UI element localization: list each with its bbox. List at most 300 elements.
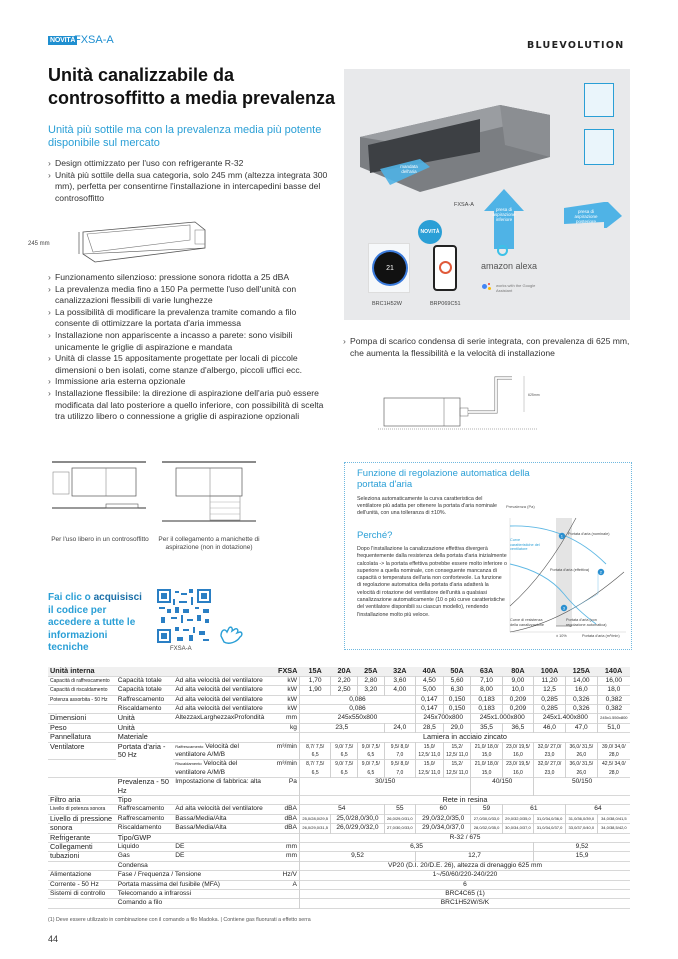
- alexa-ring-icon: [497, 245, 508, 256]
- table-cell: 15,0/ 12,5/ 11,0: [416, 760, 444, 778]
- table-cell: 15,9: [534, 852, 630, 861]
- table-cell: dBA: [284, 814, 297, 822]
- table-cell: Unità: [117, 722, 135, 732]
- table-cell: 6: [299, 880, 630, 889]
- table-row-pipe-liquid: [48, 843, 630, 852]
- table-cell: kg: [289, 723, 297, 731]
- feature-item: › Unità di classe 15 appositamente progettate per locali di piccole dimensioni o ben isolati, come stanze d'albergo, piccoli uffici ecc.: [48, 353, 333, 376]
- table-cell: 5,60: [443, 676, 471, 685]
- table-cell: 28,0/32,0/35,0: [471, 824, 502, 833]
- table-cell: 9,00: [502, 676, 533, 685]
- table-cell: Bassa/Media/Alta: [175, 814, 227, 822]
- table-cell: 10,0: [502, 686, 533, 695]
- table-cell: 31,0/34,0/36,0: [534, 814, 566, 823]
- table-cell: 8,7/ 7,5/ 6,5: [299, 760, 330, 778]
- table-cell: 15A: [299, 667, 330, 676]
- table-cell: 25,0/28,0/29,5: [299, 814, 330, 823]
- table-cell: 0,147: [416, 704, 444, 713]
- table-cell: 8,00: [471, 686, 502, 695]
- table-row-cooling-capacity: [48, 676, 630, 685]
- table-cell: 29,0: [443, 723, 471, 732]
- table-cell: [269, 833, 300, 842]
- table-cell: Peso: [50, 722, 67, 732]
- product-hero-panel: [344, 69, 630, 320]
- table-row-power-heating: [48, 704, 630, 713]
- table-row-dimensions: [48, 714, 630, 723]
- table-cell: 125A: [565, 667, 597, 676]
- table-cell: AltezzaxLarghezzaxProfondità: [175, 714, 265, 722]
- table-cell: [48, 760, 116, 778]
- table-cell: 0,086: [299, 704, 415, 713]
- table-row-fan-cooling: [48, 742, 630, 760]
- table-cell: 33,0/37,0/40,0: [565, 824, 597, 833]
- table-cell: 245x1.550x800: [597, 714, 630, 723]
- why-heading: Perché?: [357, 530, 393, 541]
- table-cell: [269, 861, 300, 870]
- table-cell: m³/min: [276, 760, 297, 768]
- table-cell: 31,0/34,0/37,0: [534, 824, 566, 833]
- table-cell: 36,5: [502, 723, 533, 732]
- table-cell: kW: [287, 686, 297, 694]
- thermostat-display: 21: [374, 252, 406, 284]
- table-cell: 23,5: [299, 723, 384, 732]
- table-cell: [269, 899, 300, 908]
- table-cell: Ad alta velocità del ventilatore: [175, 695, 263, 703]
- table-cell: 16,00: [597, 676, 630, 685]
- table-cell: 0,147: [416, 695, 444, 704]
- table-cell: [48, 899, 116, 908]
- table-cell: 5,00: [416, 686, 444, 695]
- table-cell: 61: [502, 805, 565, 814]
- qr-promo-bold: acquisisci: [93, 592, 142, 603]
- table-cell: 18,0: [597, 686, 630, 695]
- table-cell: 30,0/34,0/37,0: [502, 824, 533, 833]
- table-cell: Rete in resina: [299, 795, 630, 804]
- table-cell: Ad alta velocità del ventilatore: [175, 805, 263, 813]
- table-cell: Raffrescamento: [117, 814, 165, 822]
- table-cell: 14,00: [565, 676, 597, 685]
- table-cell: [48, 861, 116, 870]
- table-cell: 26,0/29,0/32,0: [331, 824, 384, 833]
- table-cell: VP20 (D.I. 20/D.E. 26), altezza di drenaggio 625 mm: [299, 861, 630, 870]
- table-cell: 35,5: [471, 723, 502, 732]
- table-cell: 100A: [534, 667, 566, 676]
- model-tag: FXSA-A: [74, 34, 114, 46]
- table-header-row: [48, 667, 630, 676]
- table-cell: 2,20: [331, 676, 358, 685]
- table-cell: Sistemi di controllo: [50, 890, 106, 898]
- table-cell: 40/150: [471, 778, 534, 796]
- hero-unit-label: FXSA-A: [454, 202, 474, 208]
- novita-badge: NOVITÀ: [50, 37, 76, 44]
- table-cell: Tipo: [117, 794, 132, 804]
- google-assistant-icon: [482, 283, 494, 291]
- table-cell: 55: [384, 805, 415, 814]
- table-cell: 1,90: [299, 686, 330, 695]
- feature-item: › La prevalenza media fino a 150 Pa permette l'uso dell'unità con canalizzazioni flessibili di varie lunghezze: [48, 284, 333, 307]
- why-text: Dopo l'installazione la canalizzazione effettiva divergerà frequentemente dalla resistenza della portata d'aria inizialmente calcolata -> la portata effettiva potrebbe essere molto inferiore o superiore a quella nominale, con conseguente mancanza di capacità o temperatura dell'aria non confortevole. La funzione di regolazione automatica della portata d'aria adatterà la velocità di rotazione del ventilatore dell'unità a qualsiasi canalizzazione automaticamente (10 o più curve caratteristiche del ventilatore disponibili su ciascun modello), rendendo l'installazione molto più veloce.: [357, 546, 507, 618]
- table-cell: 54: [299, 805, 384, 814]
- table-cell: Portata d'aria - 50 Hz: [117, 741, 166, 759]
- table-cell: 6,30: [443, 686, 471, 695]
- table-cell: dBA: [284, 824, 297, 832]
- height-dimension-label: 245 mm: [28, 241, 50, 247]
- graph-x-label: Portata d'aria (m³/min): [582, 634, 620, 638]
- thermostat-controller-image: [368, 243, 410, 293]
- table-cell: 0,183: [471, 704, 502, 713]
- table-cell: 39,0/ 34,0/ 28,0: [597, 742, 630, 760]
- table-cell: [173, 833, 268, 842]
- table-cell: 34,0/38,5/42,0: [597, 824, 630, 833]
- table-cell: Pa: [288, 778, 297, 786]
- table-cell: 245x550x800: [299, 714, 415, 723]
- table-cell: 50A: [443, 667, 471, 676]
- table-cell: mm: [285, 714, 297, 722]
- table-cell: Filtro aria: [50, 794, 81, 804]
- table-row-pipe-drain: [48, 861, 630, 870]
- table-cell: 36,0/ 31,5/ 26,0: [565, 760, 597, 778]
- table-cell: 21,0/ 18,0/ 15,0: [471, 760, 502, 778]
- bottom-intake-label: presa di aspirazione inferiore: [492, 207, 516, 222]
- table-cell: Bassa/Media/Alta: [175, 824, 227, 832]
- table-cell: Ad alta velocità del ventilatore: [175, 686, 263, 694]
- table-cell: 32,0/ 27,0/ 23,0: [534, 760, 566, 778]
- controller-label: BRC1H52W: [372, 301, 402, 307]
- google-assistant-label: works with the Google Assistant: [496, 283, 536, 293]
- table-cell: 0,382: [597, 704, 630, 713]
- pump-height-label: 625mm: [528, 393, 540, 397]
- building-icon: [584, 129, 614, 165]
- table-cell: 36,0/ 31,5/ 26,0: [565, 742, 597, 760]
- app-dial-icon: [439, 261, 452, 274]
- table-cell: mm: [285, 852, 297, 860]
- table-cell: 1~/50/60/220-240/220: [299, 871, 630, 880]
- table-cell: Comando a filo: [117, 899, 163, 907]
- table-cell: Corrente - 50 Hz: [50, 880, 99, 888]
- table-cell: 23,0/ 19,5/ 16,0: [502, 742, 533, 760]
- feature-list-right: [343, 336, 633, 359]
- unit-slim-sketch: [55, 218, 215, 266]
- rear-intake-label: presa di aspirazione posteriore: [574, 209, 598, 224]
- table-cell: Gas: [117, 852, 130, 860]
- tap-hand-icon: [215, 624, 245, 646]
- table-cell: [269, 733, 300, 742]
- table-cell: 9,0/ 7,5/ 6,5: [357, 760, 384, 778]
- table-cell: sonora: [50, 823, 73, 833]
- table-cell: Capacità di riscaldamento: [50, 687, 108, 694]
- table-cell: Raffrescamento Velocità del ventilatore A/M/B: [175, 742, 239, 758]
- table-cell: mm: [285, 843, 297, 850]
- table-cell: Liquido: [117, 843, 140, 850]
- table-cell: 30/150: [299, 778, 470, 796]
- table-cell: kW: [287, 704, 297, 712]
- table-cell: Refrigerante: [50, 832, 91, 842]
- table-cell: 29,0/34,0/37,0: [416, 824, 471, 833]
- table-cell: 245x700x800: [416, 714, 471, 723]
- table-cell: 32A: [384, 667, 415, 676]
- table-cell: 24,0: [384, 723, 415, 732]
- table-cell: 0,285: [534, 695, 566, 704]
- table-cell: Unità interna: [48, 667, 269, 676]
- table-cell: Livello di potenza sonora: [50, 806, 106, 813]
- table-cell: Telecomando a infrarossi: [117, 890, 192, 898]
- table-cell: kW: [287, 676, 297, 684]
- qr-caption: FXSA-A: [170, 646, 192, 652]
- table-cell: 31,0/36,0/39,0: [565, 814, 597, 823]
- table-row-pipe-gas: [48, 852, 630, 861]
- table-cell: 51,0: [597, 723, 630, 732]
- table-cell: 40A: [416, 667, 444, 676]
- smartphone-app-image: [433, 245, 457, 291]
- table-cell: 29,0/32,0/35,0: [416, 814, 471, 823]
- table-cell: Lamiera in acciaio zincato: [299, 733, 630, 742]
- airflow-graph: [506, 504, 628, 644]
- graph-duct-curve-label: Curve di resistenza della canalizzazione: [510, 618, 544, 627]
- table-cell: 42,5/ 34,0/ 28,0: [597, 760, 630, 778]
- table-cell: m³/min: [276, 742, 297, 750]
- table-cell: Pannellatura: [50, 732, 91, 742]
- supply-air-arrow-label: mandata dell'aria: [400, 164, 418, 174]
- table-cell: Materiale: [117, 732, 148, 742]
- svg-text:2: 2: [599, 569, 603, 575]
- table-cell: 0,326: [565, 695, 597, 704]
- svg-text:3: 3: [562, 605, 566, 611]
- table-row-sound-pressure-cooling: [48, 814, 630, 823]
- table-cell: BRC1H52W/S/K: [299, 899, 630, 908]
- install-caption-duct: Per il collegamento a manichette di aspirazione (non in dotazione): [158, 536, 260, 551]
- table-cell: FXSA: [269, 667, 300, 676]
- table-cell: 12,5: [534, 686, 566, 695]
- table-cell: 2,80: [357, 676, 384, 685]
- spec-table: [48, 667, 630, 909]
- install-free-ceiling-sketch: [50, 458, 148, 518]
- feature-item: › Unità più sottile della sua categoria, solo 245 mm (altezza integrata 300 mm), perfetta per consentirne l'installazione in intercapedini basse del controsoffitto: [48, 170, 333, 205]
- airflow-function-title: Funzione di regolazione automatica della portata d'aria: [357, 468, 530, 490]
- ducted-unit-image: [360, 97, 570, 197]
- qr-promo-part1: Fai clic o: [48, 592, 94, 603]
- table-cell: BRC4C65 (1): [299, 890, 630, 899]
- feature-item: › Funzionamento silenzioso: pressione sonora ridotta a 25 dBA: [48, 272, 333, 284]
- table-cell: 25A: [357, 667, 384, 676]
- graph-point-effective: Portata d'aria (effettiva): [550, 568, 590, 572]
- table-cell: 32,0/ 27,0/ 23,0: [534, 742, 566, 760]
- table-cell: 245x1.400x800: [534, 714, 598, 723]
- brand-logo: BLUEVOLUTION: [527, 40, 625, 51]
- table-cell: 4,00: [384, 686, 415, 695]
- table-cell: 26,0/29,0/31,5: [299, 824, 330, 833]
- graph-tolerance-label: ± 10%: [556, 634, 567, 638]
- table-cell: Riscaldamento: [117, 704, 162, 712]
- table-cell: Hz/V: [282, 871, 297, 879]
- table-cell: 50/150: [534, 778, 630, 796]
- table-row-casing: [48, 733, 630, 742]
- table-cell: 9,0/ 7,5/ 6,5: [331, 742, 358, 760]
- table-cell: DE: [175, 843, 185, 850]
- table-cell: 4,50: [416, 676, 444, 685]
- table-cell: 9,5/ 8,0/ 7,0: [384, 760, 415, 778]
- graph-y-label: Prevalenza (Pa): [506, 504, 535, 509]
- feature-list-top: [48, 158, 333, 204]
- table-cell: dBA: [284, 805, 297, 813]
- graph-fan-curve-label: Curve caratteristiche del ventilatore: [510, 538, 540, 551]
- page-subtitle: Unità più sottile ma con la prevalenza media più potente disponibile sul mercato: [48, 124, 322, 149]
- install-caption-free: Per l'uso libero in un controsoffitto: [51, 536, 149, 543]
- table-cell: 46,0: [534, 723, 566, 732]
- table-cell: Raffrescamento: [117, 695, 165, 703]
- graph-point-auto: Portata d'aria (con regolazione automatica): [566, 618, 607, 627]
- table-cell: 140A: [597, 667, 630, 676]
- table-cell: 0,285: [534, 704, 566, 713]
- qr-promo-text[interactable]: [48, 592, 148, 655]
- table-row-air-filter: [48, 795, 630, 804]
- page-number: 44: [48, 934, 59, 944]
- qr-promo-part2: il codice per accedere a tutte le informazioni tecniche: [48, 604, 136, 653]
- table-row-power-supply: [48, 871, 630, 880]
- table-cell: 27,0/30,0/33,0: [471, 814, 502, 823]
- table-row-refrigerant: [48, 833, 630, 842]
- install-duct-connection-sketch: [160, 458, 258, 528]
- novita-circle-badge: NOVITÀ: [418, 220, 442, 244]
- table-row-heating-capacity: [48, 686, 630, 695]
- feature-item: › Installazione flessibile: la direzione di aspirazione dell'aria può essere modificata dal lato posteriore a quello inferiore, con possibilità di scelta tra utilizzo libero o connessione a griglie di aspirazione opzionali: [48, 388, 333, 423]
- svg-text:1: 1: [560, 533, 564, 539]
- alexa-logo: amazon alexa: [481, 261, 538, 271]
- feature-item: › Immissione aria esterna opzionale: [48, 376, 333, 388]
- table-cell: Ad alta velocità del ventilatore: [175, 704, 263, 712]
- controller-label: BRP069C51: [430, 301, 461, 307]
- table-row-ir-remote: [48, 890, 630, 899]
- table-cell: Riscaldamento: [117, 824, 162, 832]
- table-cell: Portata massima del fusibile (MFA): [117, 880, 221, 888]
- drain-pump-sketch: [378, 372, 578, 432]
- table-cell: 27,0/30,0/33,0: [384, 824, 415, 833]
- table-cell: 2,50: [331, 686, 358, 695]
- feature-list-main: [48, 272, 333, 423]
- table-cell: Unità: [117, 713, 135, 723]
- table-cell: 80A: [502, 667, 533, 676]
- table-cell: Capacità di raffrescamento: [50, 677, 110, 684]
- table-cell: Raffrescamento: [117, 805, 165, 813]
- table-cell: 25,0/28,0/30,0: [331, 814, 384, 823]
- feature-item: › La possibilità di modificare la prevalenza tramite comando a filo consente di ottimizzare la portata d'aria immessa: [48, 307, 333, 330]
- table-cell: 21,0/ 18,0/ 15,0: [471, 742, 502, 760]
- table-cell: 34,0/38,0/41,5: [597, 814, 630, 823]
- table-row-current: [48, 880, 630, 889]
- table-cell: tubazioni: [50, 851, 80, 861]
- table-cell: 60: [416, 805, 471, 814]
- table-cell: 15,0/ 12,5/ 11,0: [416, 742, 444, 760]
- table-cell: Riscaldamento Velocità del ventilatore A/M/B: [175, 760, 238, 776]
- table-cell: 6,35: [299, 843, 533, 852]
- table-cell: 0,382: [597, 695, 630, 704]
- table-cell: 59: [471, 805, 502, 814]
- table-cell: [173, 733, 268, 742]
- table-cell: Ad alta velocità del ventilatore: [175, 676, 263, 684]
- table-cell: R-32 / 675: [299, 833, 630, 842]
- table-cell: 9,0/ 7,5/ 6,5: [357, 742, 384, 760]
- table-cell: 15,2/ 12,5/ 11,0: [443, 760, 471, 778]
- table-cell: Collegamenti: [50, 842, 93, 851]
- table-cell: 3,20: [357, 686, 384, 695]
- table-cell: Alimentazione: [50, 871, 92, 879]
- table-cell: Potenza assorbita - 50 Hz: [50, 696, 108, 703]
- table-cell: [269, 890, 300, 899]
- table-cell: DE: [175, 852, 185, 860]
- table-cell: 26,0/29,0/31,0: [384, 814, 415, 823]
- table-cell: 64: [565, 805, 630, 814]
- table-cell: Prevalenza - 50 Hz: [117, 777, 169, 795]
- table-cell: Impostazione di fabbrica: alta: [175, 778, 261, 786]
- table-cell: 29,0/32,0/35,0: [502, 814, 533, 823]
- table-row-external-static-pressure: [48, 778, 630, 796]
- airflow-function-intro: Seleziona automaticamente la curva caratteristica del ventilatore più adatta per ottenere la portata d'aria nominale dell'unità, con una tolleranza di ±10%.: [357, 496, 497, 516]
- table-cell: 23,0/ 19,5/ 16,0: [502, 760, 533, 778]
- table-cell: [173, 861, 268, 870]
- table-cell: Fase / Frequenza / Tensione: [117, 871, 202, 879]
- table-cell: 245x1.000x800: [471, 714, 534, 723]
- table-cell: Livello di pressione: [50, 813, 113, 823]
- floorplan-icon: [584, 83, 614, 117]
- table-cell: 63A: [471, 667, 502, 676]
- qr-code[interactable]: [157, 589, 211, 643]
- feature-item: › Design ottimizzato per l'uso con refrigerante R-32: [48, 158, 333, 170]
- table-cell: 1,70: [299, 676, 330, 685]
- table-cell: 0,150: [443, 704, 471, 713]
- footnote: (1) Deve essere utilizzato in combinazione con il comando a filo Madoka. | Contiene gas fluorurati a effetto serra: [48, 917, 311, 923]
- feature-item: › Pompa di scarico condensa di serie integrata, con prevalenza di 625 mm, che aumenta la flessibilità e la velocità di installazione: [343, 336, 633, 359]
- table-cell: 0,150: [443, 695, 471, 704]
- table-cell: 20A: [331, 667, 358, 676]
- table-cell: kW: [287, 695, 297, 703]
- table-cell: 0,209: [502, 704, 533, 713]
- table-row-sound-pressure-heating: [48, 824, 630, 833]
- table-cell: 9,0/ 7,5/ 6,5: [331, 760, 358, 778]
- table-cell: 9,52: [534, 843, 630, 852]
- table-cell: 16,0: [565, 686, 597, 695]
- table-cell: [48, 778, 116, 796]
- table-cell: 0,209: [502, 695, 533, 704]
- table-cell: 0,183: [471, 695, 502, 704]
- table-cell: 9,5/ 8,0/ 7,0: [384, 742, 415, 760]
- table-row-sound-power: [48, 805, 630, 814]
- table-cell: Dimensioni: [50, 713, 87, 723]
- table-cell: 47,0: [565, 723, 597, 732]
- table-cell: Ventilatore: [50, 741, 85, 751]
- table-cell: 0,086: [299, 695, 415, 704]
- table-cell: Condensa: [117, 861, 148, 869]
- table-cell: 9,52: [299, 852, 415, 861]
- table-cell: [173, 723, 268, 732]
- table-cell: Capacità totale: [117, 686, 162, 694]
- table-cell: 28,5: [416, 723, 444, 732]
- table-cell: Tipo/GWP: [117, 832, 152, 842]
- table-cell: [269, 795, 300, 804]
- table-cell: 3,60: [384, 676, 415, 685]
- table-cell: 0,326: [565, 704, 597, 713]
- table-cell: 12,7: [416, 852, 534, 861]
- table-cell: 7,10: [471, 676, 502, 685]
- table-cell: Capacità totale: [117, 676, 162, 684]
- table-row-power-cooling: [48, 695, 630, 704]
- graph-point-nominal: Portata d'aria (nominale): [568, 532, 610, 536]
- table-cell: 11,20: [534, 676, 566, 685]
- page-title: Unità canalizzabile da controsoffitto a media prevalenza: [48, 65, 336, 108]
- table-row-wired-remote: [48, 899, 630, 908]
- table-cell: 15,2/ 12,5/ 11,0: [443, 742, 471, 760]
- table-cell: [173, 795, 268, 804]
- table-cell: A: [292, 880, 297, 888]
- table-cell: 8,7/ 7,5/ 6,5: [299, 742, 330, 760]
